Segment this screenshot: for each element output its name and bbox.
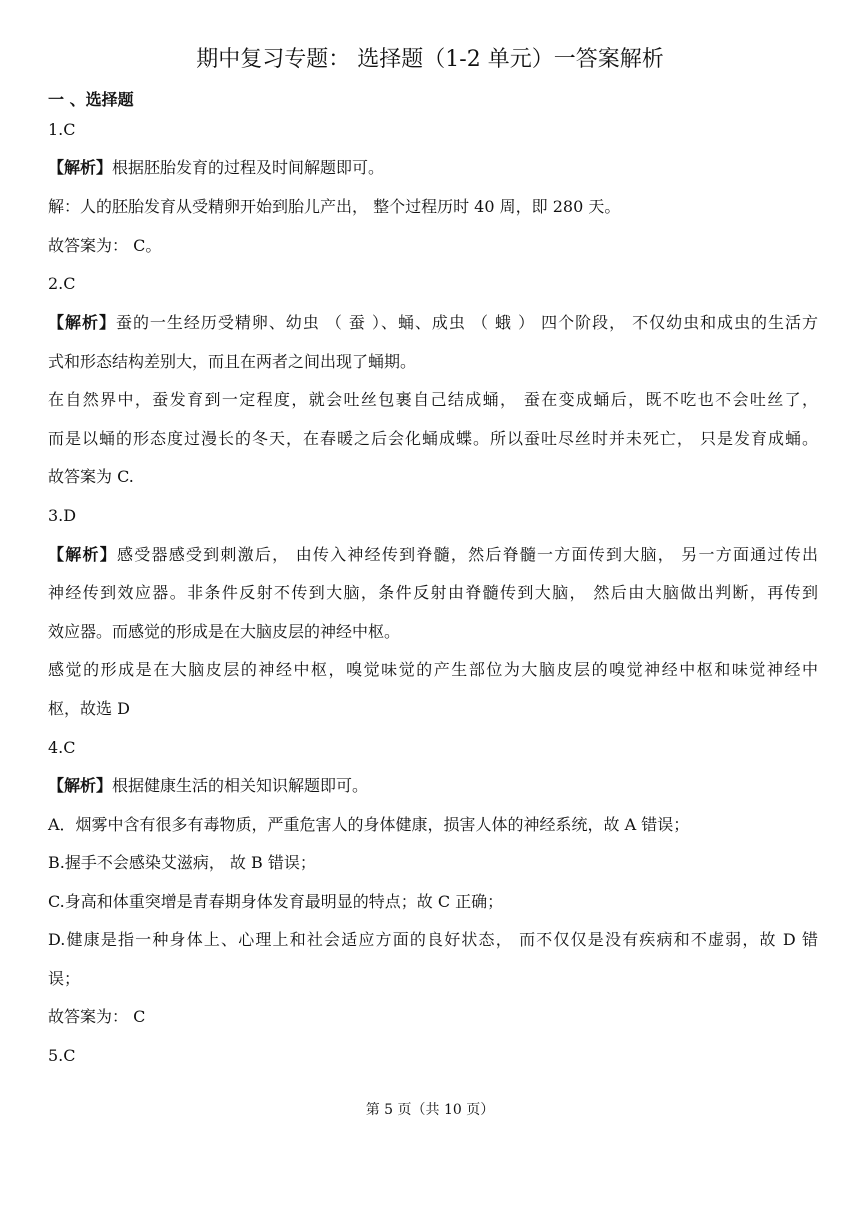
line-text: 4.C — [48, 738, 76, 757]
text-line — [48, 891, 818, 913]
text-line — [48, 968, 818, 990]
line-text: 解：人的胚胎发育从受精卵开始到胎儿产出， 整个过程历时 40 周，即 280 天。 — [48, 197, 621, 216]
text-line — [48, 273, 818, 295]
page-title: 期中复习专题： 选择题（1-2 单元）一答案解析 — [196, 47, 664, 72]
text-line — [48, 1006, 818, 1028]
text-line — [48, 119, 818, 141]
text-line — [48, 929, 818, 951]
line-text: 3.D — [48, 506, 77, 525]
text-line — [48, 157, 818, 179]
text-line — [48, 312, 818, 334]
text-line — [48, 698, 818, 720]
line-text: 蚕的一生经历受精卵、幼虫 （ 蚕 ）、蛹、成虫 （ 蛾 ） 四个阶段， 不仅幼虫和成虫的生活方 — [115, 313, 818, 332]
line-text: B.握手不会感染艾滋病， 故 B 错误； — [48, 853, 316, 872]
text-line — [48, 351, 818, 373]
line-text: 神经传到效应器。非条件反射不传到大脑，条件反射由脊髓传到大脑， 然后由大脑做出判断，再传到 — [48, 583, 818, 602]
line-text: D.健康是指一种身体上、心理上和社会适应方面的良好状态， 而不仅仅是没有疾病和不虚弱，故 D 错 — [48, 930, 818, 949]
text-line — [48, 544, 818, 566]
line-text: 感受器感受到刺激后， 由传入神经传到脊髓，然后脊髓一方面传到大脑， 另一方面通过传出 — [116, 545, 818, 564]
line-text: 在自然界中，蚕发育到一定程度，就会吐丝包裹自己结成蛹， 蚕在变成蛹后，既不吃也不会吐丝了， — [48, 390, 818, 409]
line-text: 而是以蛹的形态度过漫长的冬天，在春暖之后会化蛹成蝶。所以蚕吐尽丝时并未死亡， 只是发育成蛹。 — [48, 429, 818, 448]
page-footer: 第 5 页（共 10 页） — [365, 1102, 495, 1118]
text-line — [48, 621, 818, 643]
text-line — [48, 852, 818, 874]
text-line — [48, 466, 818, 488]
analysis-label: 【解析】 — [48, 313, 116, 332]
line-text: 误； — [48, 969, 81, 988]
text-line — [48, 582, 818, 604]
text-line — [48, 1045, 818, 1067]
line-text: 5.C — [48, 1046, 76, 1065]
text-line — [48, 814, 818, 836]
section-heading: 一 、选择题 — [48, 90, 134, 109]
text-line — [48, 737, 818, 759]
line-text: 故答案为： C。 — [48, 236, 162, 255]
line-text: 故答案为 C. — [48, 467, 134, 486]
line-text: 式和形态结构差别大，而且在两者之间出现了蛹期。 — [48, 352, 417, 371]
line-text: 根据胚胎发育的过程及时间解题即可。 — [112, 158, 385, 177]
text-line — [48, 235, 818, 257]
line-text: 故答案为： C — [48, 1007, 146, 1026]
text-line — [48, 196, 818, 218]
line-text: 根据健康生活的相关知识解题即可。 — [112, 776, 369, 795]
analysis-label: 【解析】 — [48, 158, 113, 177]
line-text: C.身高和体重突增是青春期身体发育最明显的特点；故 C 正确； — [48, 892, 504, 911]
line-text: 感觉的形成是在大脑皮层的神经中枢，嗅觉味觉的产生部位为大脑皮层的嗅觉神经中枢和味觉神经中 — [48, 660, 818, 679]
text-line — [48, 659, 818, 681]
line-text: 1.C — [48, 120, 76, 139]
text-line — [48, 505, 818, 527]
line-text: 枢，故选 D — [48, 699, 130, 718]
line-text: 效应器。而感觉的形成是在大脑皮层的神经中枢。 — [48, 622, 401, 641]
line-text: 2.C — [48, 274, 76, 293]
analysis-label: 【解析】 — [48, 776, 113, 795]
text-line — [48, 428, 818, 450]
analysis-label: 【解析】 — [48, 545, 117, 564]
line-text: A．烟雾中含有很多有毒物质，严重危害人的身体健康，损害人体的神经系统，故 A 错误； — [48, 815, 690, 834]
text-line — [48, 775, 818, 797]
text-line — [48, 389, 818, 411]
